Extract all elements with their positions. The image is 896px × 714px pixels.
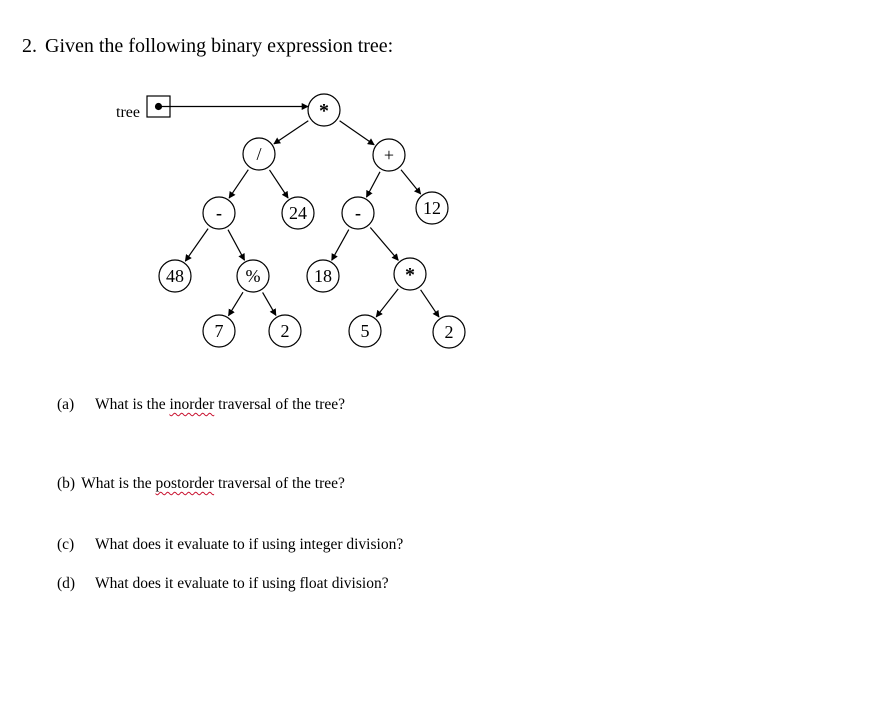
tree-node-mod — [237, 260, 269, 292]
tree-node-label: 12 — [423, 198, 441, 218]
tree-edge-minus-left-mod — [228, 230, 245, 261]
question-c-text: What does it evaluate to if using integer division? — [95, 536, 404, 553]
tree-edge-plus-minus-right — [367, 172, 381, 197]
question-a-label: (a) — [57, 396, 75, 413]
tree-edge-minus-right-n18 — [332, 230, 349, 261]
tree-node-label: + — [383, 145, 395, 165]
tree-node-label: 24 — [289, 203, 307, 223]
tree-node-n48 — [159, 260, 191, 292]
question-b-text-end: traversal of the tree? — [214, 475, 345, 492]
tree-edge-times-n5 — [376, 289, 398, 317]
tree-edge-plus-n12 — [401, 170, 421, 194]
question-b — [57, 474, 345, 494]
question-d — [57, 574, 389, 594]
tree-node-label: 18 — [314, 266, 332, 286]
tree-edge-minus-left-n48 — [185, 229, 208, 262]
tree-edge-mod-n7 — [229, 292, 244, 316]
tree-node-label: 48 — [166, 266, 184, 286]
question-d-label: (d) — [57, 575, 76, 592]
tree-node-label: - — [355, 203, 361, 223]
question-a-text-start: What is the — [95, 396, 170, 413]
tree-node-n2b — [433, 316, 465, 348]
tree-edge-root-div — [274, 121, 308, 144]
tree-node-minus-right — [342, 197, 374, 229]
problem-statement: Given the following binary expression tree: — [45, 35, 394, 57]
tree-pointer-label: tree — [116, 104, 140, 121]
tree-node-label: / — [256, 144, 262, 164]
tree-node-n18 — [307, 260, 339, 292]
tree-edge-div-minus-left — [229, 170, 248, 198]
tree-node-root — [308, 94, 340, 126]
tree-edge-mod-n2a — [263, 292, 276, 315]
question-b-label: (b) — [57, 475, 76, 492]
question-b-text-start: What is the — [81, 475, 156, 492]
tree-node-label: - — [216, 203, 222, 223]
tree-node-minus-left — [203, 197, 235, 229]
tree-node-plus — [373, 139, 405, 171]
tree-node-n7 — [203, 315, 235, 347]
tree-edge-root-plus — [340, 121, 375, 145]
tree-node-times — [394, 258, 426, 290]
pointer-dot — [155, 103, 162, 110]
tree-node-label: % — [245, 266, 261, 286]
tree-node-n24 — [282, 197, 314, 229]
tree-node-label: 5 — [360, 321, 370, 341]
question-a — [57, 395, 345, 415]
tree-edge-times-n2b — [421, 290, 439, 317]
problem-number: 2. — [22, 35, 37, 57]
question-d-text: What does it evaluate to if using float division? — [95, 575, 389, 592]
tree-node-label: 7 — [214, 321, 224, 341]
tree-edge-minus-right-times — [370, 228, 398, 261]
tree-node-n5 — [349, 315, 381, 347]
tree-node-label: * — [405, 264, 415, 286]
tree-nodes — [159, 94, 465, 348]
tree-node-label: 2 — [444, 322, 454, 342]
tree-node-div — [243, 138, 275, 170]
tree-node-label: * — [319, 100, 329, 122]
question-a-text-end: traversal of the tree? — [214, 396, 346, 413]
tree-pointer — [116, 96, 308, 121]
question-c — [57, 535, 403, 555]
tree-node-label: 2 — [280, 321, 290, 341]
question-b-keyword: postorder — [155, 475, 215, 492]
tree-node-n12 — [416, 192, 448, 224]
question-a-keyword: inorder — [169, 396, 215, 413]
question-c-label: (c) — [57, 536, 75, 553]
tree-edge-div-n24 — [270, 170, 289, 198]
tree-node-n2a — [269, 315, 301, 347]
